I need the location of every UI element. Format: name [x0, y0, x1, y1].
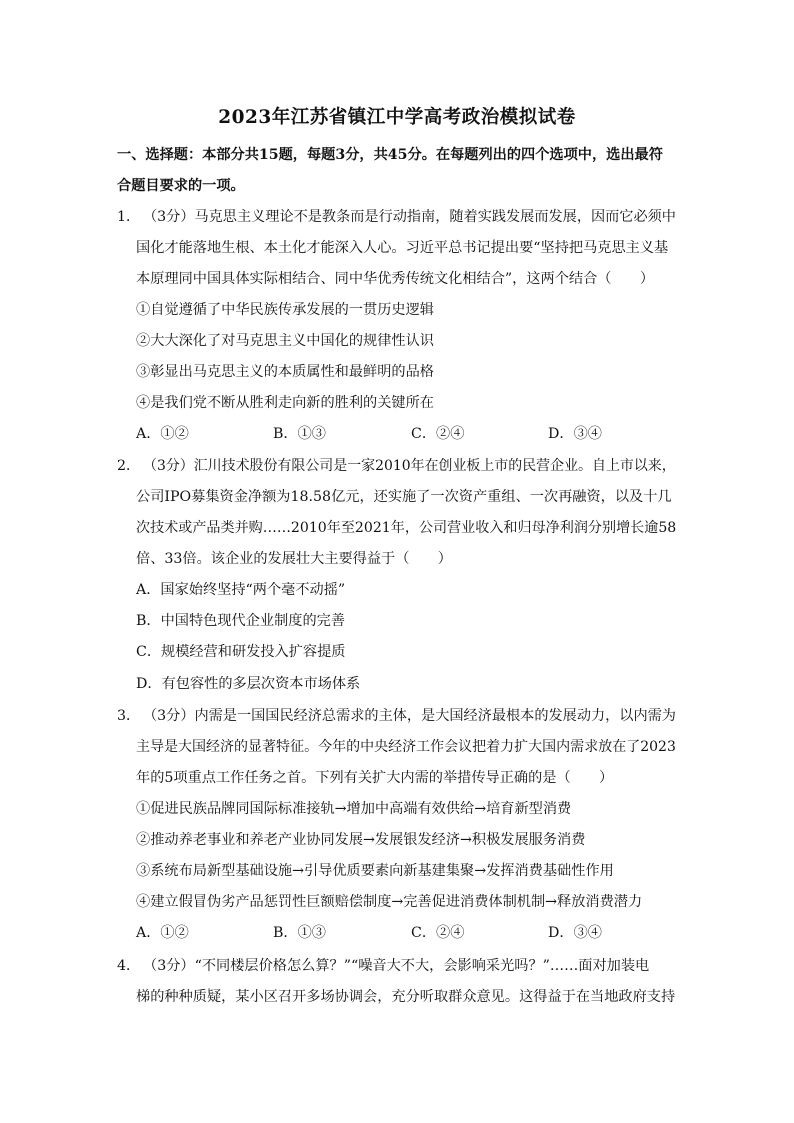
option-a[interactable]: A．①②	[136, 426, 189, 442]
question-text-line: 次技术或产品类并购……2010年至2021年，公司营业收入和归母净利润分别增长逾58	[136, 520, 677, 536]
question-number: 3．	[117, 708, 141, 724]
option-c[interactable]: C．②④	[411, 426, 465, 442]
section-heading-line1: 一、选择题：本部分共15题，每题3分，共45分。在每题列出的四个选项中，选出最符	[117, 147, 663, 163]
question-text-line: 主导是大国经济的显著特征。今年的中央经济工作会议把着力扩大国内需求放在了2023	[136, 739, 676, 755]
option-b[interactable]: B．①③	[273, 426, 326, 442]
question-text-line: 本原理同中国具体实际相结合、同中华优秀传统文化相结合”，这两个结合（ ）	[136, 271, 655, 287]
section-heading-line2: 合题目要求的一项。	[117, 178, 245, 194]
statement-item: ④是我们党不断从胜利走向新的胜利的关键所在	[136, 395, 434, 411]
question-text-line: 倍、33倍。该企业的发展壮大主要得益于（ ）	[136, 551, 452, 567]
question-text-line: 公司IPO募集资金净额为18.58亿元，还实施了一次资产重组、一次再融资，以及十几	[136, 489, 672, 505]
question-text-line: （3分）“不同楼层价格怎么算？”“噪音大不大，会影响采光吗？”……面对加装电	[143, 958, 650, 974]
question-text-line: 年的5项重点工作任务之首。下列有关扩大内需的举措传导正确的是（ ）	[136, 770, 614, 786]
question-text-line: 国化才能落地生根、本土化才能深入人心。习近平总书记提出要“坚持把马克思主义基	[136, 240, 669, 256]
statement-item: ①促进民族品牌同国际标准接轨→增加中高端有效供给→培育新型消费	[136, 801, 572, 817]
option-a[interactable]: A．①②	[136, 925, 189, 941]
question-number: 2．	[117, 458, 141, 474]
option-c[interactable]: C．规模经营和研发投入扩容提质	[136, 644, 346, 660]
statement-item: ④建立假冒伪劣产品惩罚性巨额赔偿制度→完善促进消费体制机制→释放消费潜力	[136, 894, 643, 910]
option-d[interactable]: D．有包容性的多层次资本市场体系	[136, 676, 361, 692]
option-b[interactable]: B．中国特色现代企业制度的完善	[136, 613, 346, 629]
question-text-line: （3分）内需是一国国民经济总需求的主体，是大国经济最根本的发展动力，以内需为	[143, 708, 676, 724]
statement-item: ②大大深化了对马克思主义中国化的规律性认识	[136, 333, 434, 349]
option-d[interactable]: D．③④	[548, 925, 602, 941]
page-title: 2023年江苏省镇江中学高考政治模拟试卷	[218, 107, 576, 128]
statement-item: ①自觉遵循了中华民族传承发展的一贯历史逻辑	[136, 302, 434, 318]
question-number: 1．	[117, 209, 141, 225]
option-d[interactable]: D．③④	[548, 426, 602, 442]
option-b[interactable]: B．①③	[273, 925, 326, 941]
option-a[interactable]: A．国家始终坚持“两个毫不动摇”	[136, 582, 346, 598]
option-c[interactable]: C．②④	[411, 925, 465, 941]
question-text-line: 梯的种种质疑，某小区召开多场协调会，充分听取群众意见。这得益于在当地政府支持	[136, 989, 676, 1005]
statement-item: ②推动养老事业和养老产业协同发展→发展银发经济→积极发展服务消费	[136, 832, 586, 848]
statement-item: ③系统布局新型基础设施→引导优质要素向新基建集聚→发挥消费基础性作用	[136, 863, 614, 879]
question-text-line: （3分）马克思主义理论不是教条而是行动指南，随着实践发展而发展，因而它必须中	[143, 209, 676, 225]
statement-item: ③彰显出马克思主义的本质属性和最鲜明的品格	[136, 364, 434, 380]
question-text-line: （3分）汇川技术股份有限公司是一家2010年在创业板上市的民营企业。自上市以来，	[143, 458, 676, 474]
question-number: 4．	[117, 958, 141, 974]
